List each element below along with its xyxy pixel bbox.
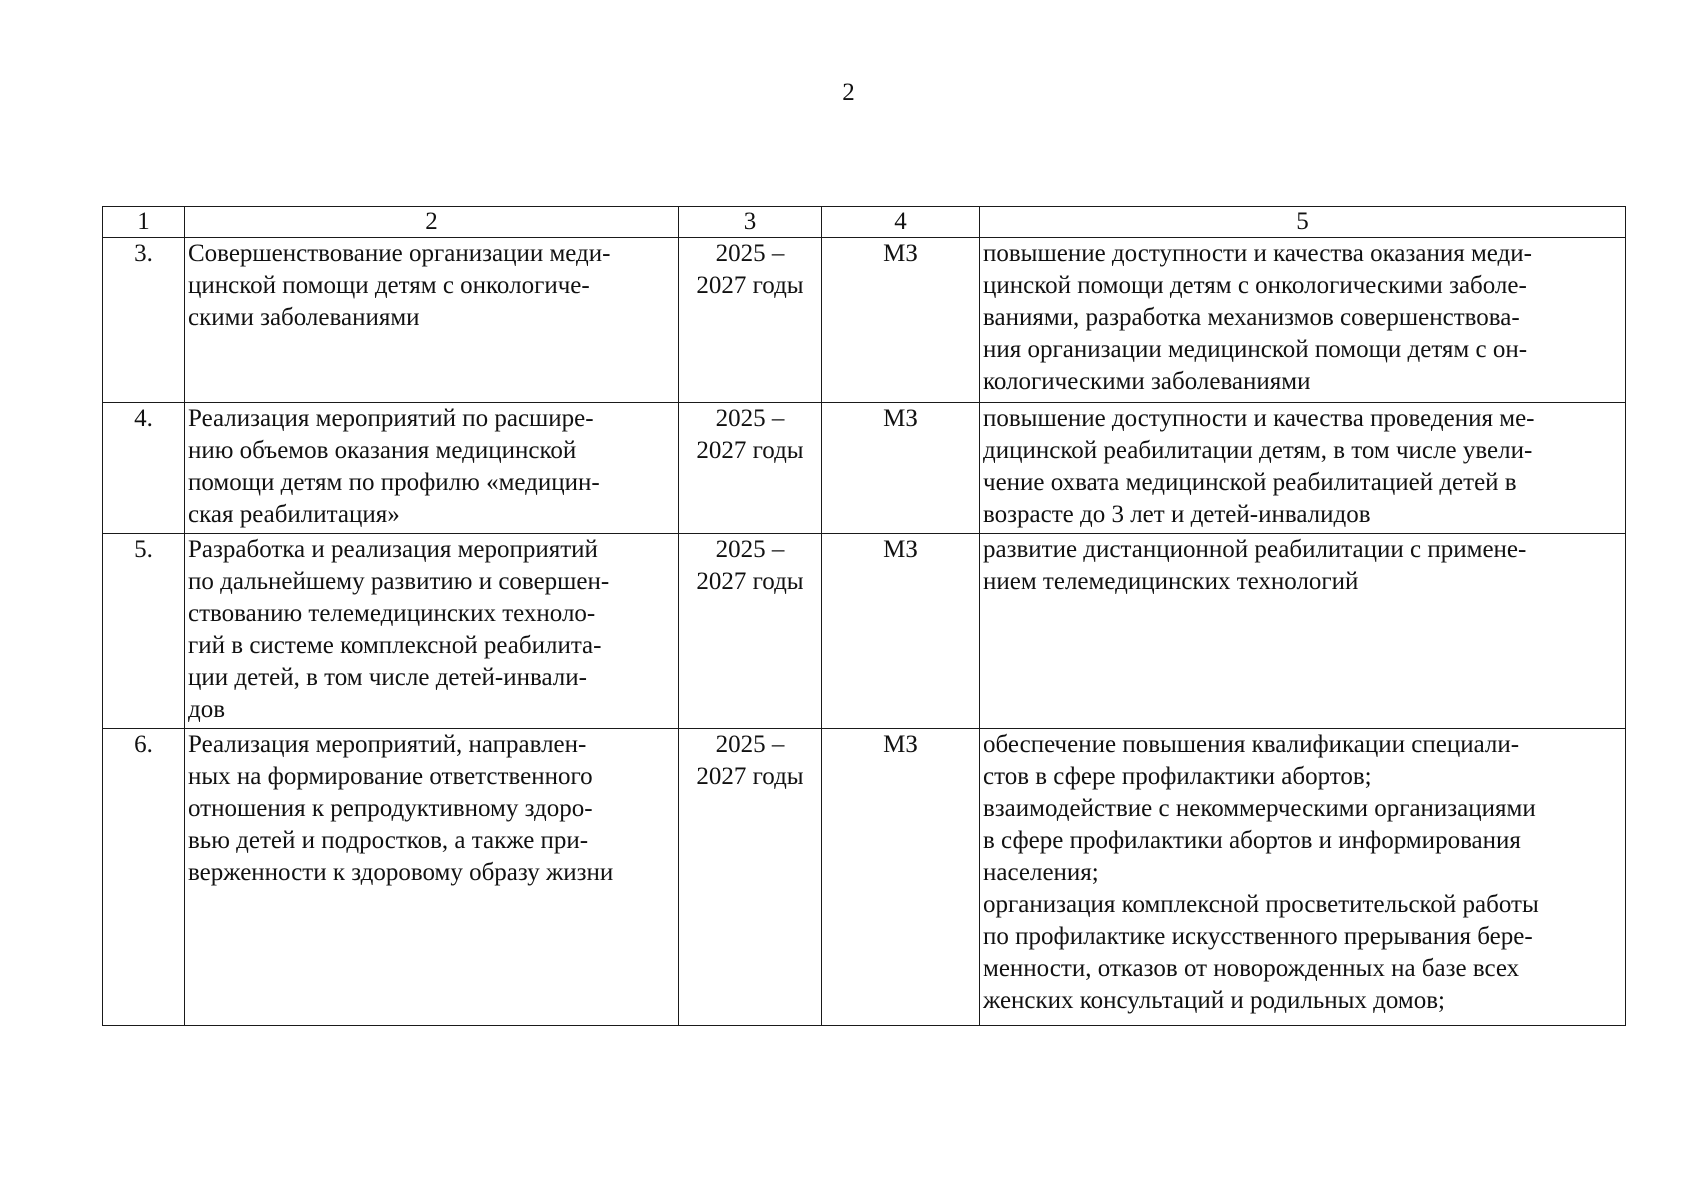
responsible-cell: МЗ: [822, 534, 980, 729]
column-header: 1: [103, 207, 185, 238]
column-header: 5: [980, 207, 1626, 238]
row-number: 4.: [103, 403, 185, 534]
period-cell: 2025 – 2027 годы: [679, 534, 822, 729]
row-number: 3.: [103, 238, 185, 403]
measure-cell: Реализация мероприятий, направлен- ных на формирование ответственного отношения к репродуктивному здоро- вью детей и подростков, а также при- верженности к здоровому образу жизни: [185, 729, 679, 1026]
table-row: [103, 729, 1626, 1026]
row-number: 6.: [103, 729, 185, 1026]
page-number: 2: [842, 79, 855, 106]
result-cell: развитие дистанционной реабилитации с примене- нием телемедицинских технологий: [980, 534, 1626, 729]
column-header: 3: [679, 207, 822, 238]
result-cell: обеспечение повышения квалификации специали- стов в сфере профилактики абортов; взаимодействие с некоммерческими организациями в сфере профилактики абортов и информирования населения; организация комплексной просветительской работы по профилактике искусственного прерывания бере- менности, отказов от новорожденных на базе всех женских консультаций и родильных домов;: [980, 729, 1626, 1026]
row-number: 5.: [103, 534, 185, 729]
measure-cell: Совершенствование организации меди- цинской помощи детям с онкологиче- скими заболеваниями: [185, 238, 679, 403]
measure-cell: Разработка и реализация мероприятий по дальнейшему развитию и совершен- ствованию телемедицинских техноло- гий в системе комплексной реабилита- ции детей, в том числе детей-инвали- дов: [185, 534, 679, 729]
measures-table: [102, 206, 1626, 1026]
period-cell: 2025 – 2027 годы: [679, 238, 822, 403]
result-cell: повышение доступности и качества проведения ме- дицинской реабилитации детям, в том числе увели- чение охвата медицинской реабилитацией детей в возрасте до 3 лет и детей-инвалидов: [980, 403, 1626, 534]
measure-cell: Реализация мероприятий по расшире- нию объемов оказания медицинской помощи детям по профилю «медицин- ская реабилитация»: [185, 403, 679, 534]
column-header: 2: [185, 207, 679, 238]
table-row: [103, 534, 1626, 729]
column-header: 4: [822, 207, 980, 238]
period-cell: 2025 – 2027 годы: [679, 729, 822, 1026]
period-cell: 2025 – 2027 годы: [679, 403, 822, 534]
table-row: [103, 238, 1626, 403]
table-row: [103, 403, 1626, 534]
responsible-cell: МЗ: [822, 238, 980, 403]
responsible-cell: МЗ: [822, 403, 980, 534]
table-header-row: [103, 207, 1626, 238]
responsible-cell: МЗ: [822, 729, 980, 1026]
result-cell: повышение доступности и качества оказания меди- цинской помощи детям с онкологическими заболе- ваниями, разработка механизмов совершенствова- ния организации медицинской помощи детям с он- кологическими заболеваниями: [980, 238, 1626, 403]
